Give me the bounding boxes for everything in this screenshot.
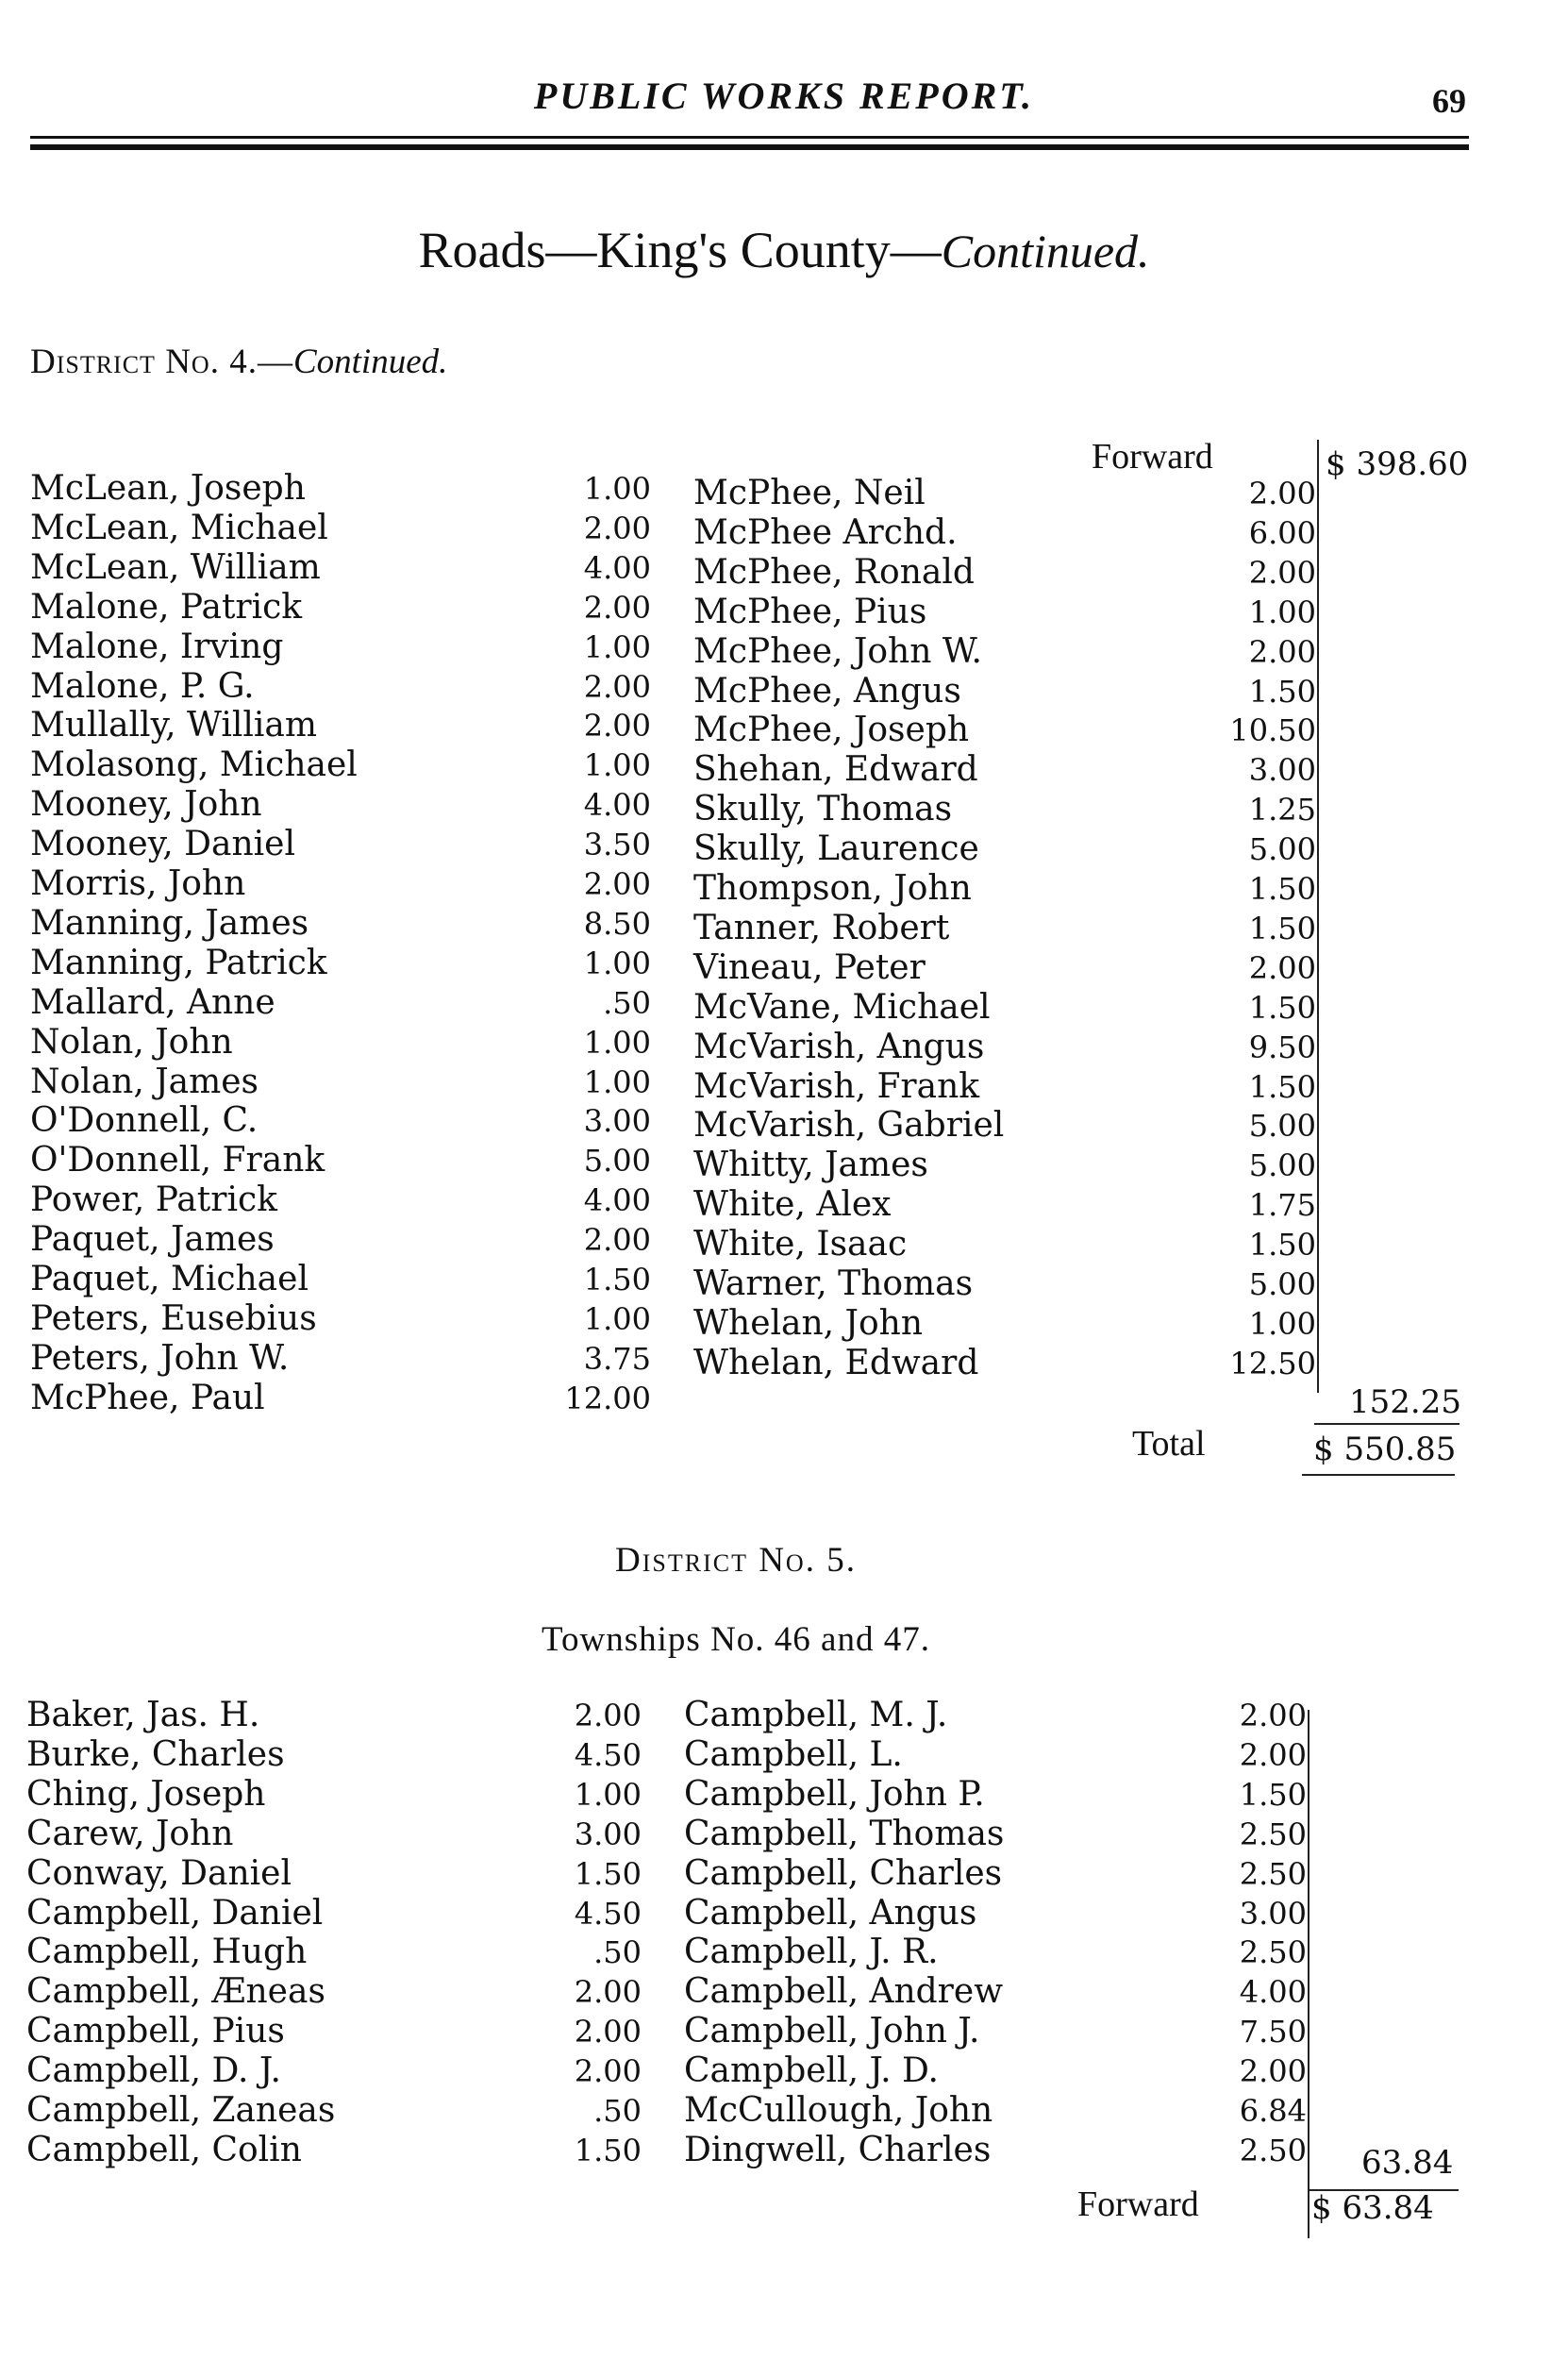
entry-name: Power, Patrick bbox=[30, 1180, 277, 1220]
entry-name: Campbell, J. R. bbox=[684, 1933, 939, 1972]
list-item bbox=[693, 1225, 1316, 1264]
list-item bbox=[30, 1063, 653, 1102]
list-item bbox=[30, 785, 653, 825]
entry-amount: 1.50 bbox=[1248, 1068, 1316, 1105]
list-item bbox=[26, 1854, 649, 1894]
entry-name: Warner, Thomas bbox=[693, 1264, 974, 1303]
entry-amount: 5.00 bbox=[1248, 1266, 1316, 1302]
district-4-total-label: Total bbox=[1132, 1424, 1206, 1464]
list-item bbox=[26, 2012, 649, 2051]
entry-amount: 4.00 bbox=[583, 787, 651, 824]
district-5-forward-label: Forward bbox=[1077, 2184, 1199, 2224]
list-item bbox=[684, 1933, 1307, 1972]
district-4-total-rule bbox=[1302, 1474, 1455, 1476]
entry-amount: 8.50 bbox=[583, 905, 651, 942]
list-item bbox=[26, 2091, 649, 2131]
list-item bbox=[30, 944, 653, 983]
entry-amount: 4.50 bbox=[574, 1736, 642, 1773]
entry-name: O'Donnell, Frank bbox=[30, 1141, 325, 1180]
list-item bbox=[30, 469, 653, 509]
list-item bbox=[30, 588, 653, 628]
list-item bbox=[30, 1141, 653, 1180]
entry-amount: 1.25 bbox=[1248, 792, 1316, 829]
district-4-heading-label: District No. 4.— bbox=[30, 343, 293, 381]
entry-name: Campbell, Andrew bbox=[684, 1972, 1004, 2012]
entry-name: McPhee, Joseph bbox=[693, 711, 970, 750]
entry-name: Campbell, D. J. bbox=[26, 2051, 281, 2091]
entry-amount: .50 bbox=[593, 1934, 642, 1971]
entry-name: McPhee, Angus bbox=[693, 671, 961, 711]
entry-name: Tanner, Robert bbox=[693, 908, 950, 947]
list-item bbox=[693, 909, 1316, 948]
list-item bbox=[30, 548, 653, 588]
district-5-subtotal: 63.84 bbox=[1361, 2144, 1454, 2182]
entry-name: Mooney, John bbox=[30, 785, 262, 825]
entry-amount: 2.00 bbox=[574, 1974, 642, 2011]
list-item bbox=[684, 2131, 1307, 2170]
entry-amount: 1.00 bbox=[1248, 1305, 1316, 1342]
list-item bbox=[693, 790, 1316, 829]
entry-name: McPhee, John W. bbox=[693, 631, 982, 671]
list-item bbox=[30, 745, 653, 785]
entry-amount: 1.00 bbox=[583, 628, 651, 665]
entry-amount: 3.50 bbox=[583, 827, 651, 863]
entry-name: McVane, Michael bbox=[693, 987, 991, 1027]
entry-name: Mullally, William bbox=[30, 706, 318, 745]
district-4-amount-rule bbox=[1317, 440, 1319, 1393]
entry-name: McLean, William bbox=[30, 547, 321, 587]
list-item bbox=[693, 1028, 1316, 1067]
entry-amount: 2.00 bbox=[583, 1222, 651, 1259]
district-4-subtotal-rule bbox=[1314, 1423, 1460, 1425]
list-item bbox=[684, 1775, 1307, 1815]
list-item bbox=[26, 1815, 649, 1854]
entry-name: Malone, P. G. bbox=[30, 666, 255, 706]
entry-name: Whelan, John bbox=[693, 1303, 924, 1343]
list-item bbox=[693, 829, 1316, 869]
entry-amount: 2.00 bbox=[583, 668, 651, 705]
running-header-title: PUBLIC WORKS REPORT. bbox=[533, 75, 1035, 117]
district-5-heading bbox=[0, 1540, 1472, 1581]
entry-amount: 5.00 bbox=[1248, 1108, 1316, 1145]
entry-name: McLean, Joseph bbox=[30, 469, 306, 508]
header-rule-top bbox=[30, 136, 1469, 139]
entry-amount: 12.50 bbox=[1229, 1345, 1316, 1381]
entry-amount: 10.50 bbox=[1229, 712, 1316, 749]
entry-amount: 1.50 bbox=[1239, 1776, 1307, 1813]
list-item bbox=[30, 904, 653, 944]
entry-amount: 2.00 bbox=[583, 510, 651, 546]
district-4-heading-continued: Continued. bbox=[292, 343, 448, 381]
entry-amount: 5.00 bbox=[1248, 1147, 1316, 1184]
entry-amount: 1.00 bbox=[583, 1063, 651, 1100]
list-item bbox=[30, 825, 653, 864]
entry-amount: 7.50 bbox=[1239, 2014, 1307, 2050]
entry-amount: 2.00 bbox=[574, 1698, 642, 1733]
entry-amount: 1.00 bbox=[583, 1300, 651, 1337]
list-item bbox=[30, 1220, 653, 1260]
list-item bbox=[693, 1344, 1316, 1383]
entry-amount: 1.50 bbox=[583, 1262, 651, 1297]
list-item bbox=[693, 1264, 1316, 1304]
list-item bbox=[693, 1146, 1316, 1185]
list-item bbox=[30, 1379, 653, 1418]
entry-amount: 2.00 bbox=[1248, 476, 1316, 511]
entry-name: Peters, John W. bbox=[30, 1338, 290, 1378]
entry-name: Campbell, Colin bbox=[26, 2130, 302, 2169]
entry-amount: 6.84 bbox=[1239, 2093, 1307, 2129]
entry-amount: 1.50 bbox=[1248, 1227, 1316, 1264]
entry-name: Campbell, L. bbox=[684, 1734, 903, 1774]
entry-amount: 2.50 bbox=[1239, 1934, 1307, 1971]
list-item bbox=[693, 593, 1316, 632]
list-item bbox=[30, 706, 653, 745]
entry-amount: 5.00 bbox=[583, 1143, 651, 1180]
entry-amount: 2.00 bbox=[1239, 2053, 1307, 2090]
entry-amount: 6.00 bbox=[1248, 514, 1316, 551]
entry-name: McVarish, Angus bbox=[693, 1027, 985, 1066]
entry-amount: 3.00 bbox=[583, 1103, 651, 1140]
entry-amount: 2.00 bbox=[1248, 633, 1316, 670]
list-item bbox=[684, 2091, 1307, 2131]
list-item bbox=[693, 632, 1316, 672]
list-item bbox=[26, 2051, 649, 2091]
entry-name: Skully, Laurence bbox=[693, 829, 979, 869]
entry-amount: 1.00 bbox=[583, 945, 651, 981]
entry-amount: 3.00 bbox=[574, 1816, 642, 1852]
entry-amount: 1.75 bbox=[1248, 1187, 1316, 1224]
list-item bbox=[693, 988, 1316, 1028]
entry-amount: 3.00 bbox=[1248, 752, 1316, 789]
list-item bbox=[30, 509, 653, 548]
entry-name: McPhee, Ronald bbox=[693, 552, 975, 592]
list-item bbox=[693, 750, 1316, 790]
entry-name: Nolan, John bbox=[30, 1022, 233, 1062]
list-item bbox=[693, 553, 1316, 593]
entry-amount: 1.50 bbox=[574, 1855, 642, 1892]
entry-amount: 12.00 bbox=[564, 1380, 651, 1416]
entry-name: Peters, Eusebius bbox=[30, 1298, 317, 1338]
entry-amount: .50 bbox=[603, 984, 651, 1021]
list-item bbox=[693, 672, 1316, 711]
entry-name: McLean, Michael bbox=[30, 508, 328, 547]
list-item bbox=[684, 1735, 1307, 1775]
entry-amount: 2.00 bbox=[583, 708, 651, 745]
entry-name: Campbell, M. J. bbox=[684, 1696, 948, 1734]
list-item bbox=[693, 1304, 1316, 1344]
list-item bbox=[693, 711, 1316, 750]
entry-name: McVarish, Gabriel bbox=[693, 1106, 1005, 1146]
entry-amount: 1.00 bbox=[583, 747, 651, 784]
entry-name: McPhee Archd. bbox=[693, 512, 958, 552]
entry-amount: 2.00 bbox=[583, 589, 651, 626]
entry-amount: 2.50 bbox=[1239, 1816, 1307, 1852]
entry-amount: 1.00 bbox=[1248, 594, 1316, 630]
district-5-subheading: Townships No. 46 and 47. bbox=[542, 1620, 930, 1659]
entry-name: Thompson, John bbox=[693, 869, 972, 908]
list-item bbox=[30, 667, 653, 707]
entry-name: Skully, Thomas bbox=[693, 790, 953, 829]
entry-amount: 3.00 bbox=[1239, 1895, 1307, 1932]
entry-amount: 4.00 bbox=[583, 1182, 651, 1219]
list-item bbox=[684, 1854, 1307, 1894]
list-item bbox=[684, 1696, 1307, 1735]
list-item bbox=[30, 983, 653, 1023]
entry-amount: 1.50 bbox=[1248, 871, 1316, 907]
entry-name: McPhee, Paul bbox=[30, 1378, 265, 1417]
entry-name: Ching, Joseph bbox=[26, 1774, 266, 1814]
list-item bbox=[26, 1696, 649, 1735]
entry-amount: 2.00 bbox=[574, 2014, 642, 2050]
entry-name: Campbell, John P. bbox=[684, 1774, 985, 1814]
list-item bbox=[26, 1735, 649, 1775]
list-item bbox=[30, 1260, 653, 1299]
entry-amount: 4.00 bbox=[583, 549, 651, 586]
entry-amount: 2.00 bbox=[1239, 1698, 1307, 1733]
entry-name: Baker, Jas. H. bbox=[26, 1696, 260, 1734]
entry-amount: 1.00 bbox=[583, 1024, 651, 1061]
entry-name: White, Isaac bbox=[693, 1225, 908, 1264]
list-item bbox=[684, 2051, 1307, 2091]
entry-name: McVarish, Frank bbox=[693, 1066, 980, 1106]
entry-name: Mooney, Daniel bbox=[30, 825, 295, 864]
entry-name: Molasong, Michael bbox=[30, 745, 358, 785]
district-4-forward-label: Forward bbox=[1092, 437, 1213, 477]
entry-name: Shehan, Edward bbox=[693, 750, 978, 790]
entry-name: Dingwell, Charles bbox=[684, 2130, 992, 2169]
list-item bbox=[684, 2012, 1307, 2051]
list-item bbox=[26, 2131, 649, 2170]
entry-amount: 3.75 bbox=[583, 1340, 651, 1377]
entry-name: Campbell, Charles bbox=[684, 1853, 1003, 1893]
district-4-total-amount: $ 550.85 bbox=[1313, 1431, 1457, 1468]
list-item bbox=[684, 1972, 1307, 2012]
entry-name: Campbell, Hugh bbox=[26, 1933, 308, 1972]
entry-name: Paquet, James bbox=[30, 1220, 275, 1260]
entry-name: McCullough, John bbox=[684, 2091, 993, 2130]
entry-name: Whitty, James bbox=[693, 1146, 928, 1185]
list-item bbox=[26, 1933, 649, 1972]
list-item bbox=[693, 1106, 1316, 1146]
list-item bbox=[30, 1339, 653, 1379]
entry-amount: 5.00 bbox=[1248, 831, 1316, 868]
list-item bbox=[693, 1185, 1316, 1225]
entry-amount: .50 bbox=[593, 2093, 642, 2129]
header-rule-bottom bbox=[30, 144, 1469, 150]
entry-name: Manning, Patrick bbox=[30, 943, 327, 982]
entry-name: Malone, Irving bbox=[30, 627, 284, 666]
list-item bbox=[693, 869, 1316, 909]
entry-name: Manning, James bbox=[30, 903, 309, 943]
list-item bbox=[693, 1067, 1316, 1107]
entry-name: Campbell, Æneas bbox=[26, 1972, 325, 2012]
district-5-forward-amount: $ 63.84 bbox=[1311, 2189, 1434, 2227]
list-item bbox=[684, 1815, 1307, 1854]
list-item bbox=[26, 1972, 649, 2012]
entry-amount: 4.50 bbox=[574, 1895, 642, 1932]
entry-name: Morris, John bbox=[30, 864, 246, 903]
entry-amount: 2.00 bbox=[1248, 554, 1316, 591]
section-title-main: Roads—King's County— bbox=[418, 222, 942, 278]
list-item bbox=[684, 1894, 1307, 1933]
district-5-amount-rule bbox=[1308, 1710, 1309, 2199]
list-item bbox=[30, 864, 653, 904]
entry-amount: 4.00 bbox=[1239, 1974, 1307, 2011]
section-title bbox=[0, 221, 1568, 279]
entry-name: Conway, Daniel bbox=[26, 1853, 292, 1893]
list-item bbox=[30, 1023, 653, 1063]
entry-name: Campbell, Pius bbox=[26, 2012, 285, 2051]
entry-amount: 1.50 bbox=[1248, 989, 1316, 1026]
entry-name: Mallard, Anne bbox=[30, 982, 275, 1022]
entry-name: Carew, John bbox=[26, 1814, 234, 1853]
entry-name: Campbell, John J. bbox=[684, 2012, 980, 2051]
entry-amount: 1.50 bbox=[1248, 673, 1316, 710]
list-item bbox=[693, 513, 1316, 553]
entry-name: Malone, Patrick bbox=[30, 587, 303, 627]
district-5-forward-rule bbox=[1308, 2191, 1309, 2238]
entry-name: Burke, Charles bbox=[26, 1734, 285, 1774]
list-item bbox=[693, 474, 1316, 513]
entry-amount: 1.00 bbox=[583, 471, 651, 507]
list-item bbox=[30, 1299, 653, 1339]
entry-amount: 2.00 bbox=[583, 866, 651, 902]
district-4-forward-amount: $ 398.60 bbox=[1326, 445, 1469, 483]
entry-amount: 1.50 bbox=[1248, 910, 1316, 946]
entry-name: McPhee, Neil bbox=[693, 474, 926, 512]
list-item bbox=[26, 1894, 649, 1933]
entry-amount: 2.00 bbox=[1248, 949, 1316, 986]
entry-name: Paquet, Michael bbox=[30, 1260, 309, 1298]
list-item bbox=[30, 1101, 653, 1141]
entry-amount: 1.00 bbox=[574, 1776, 642, 1813]
entry-amount: 1.50 bbox=[574, 2132, 642, 2168]
district-4-heading bbox=[30, 342, 447, 382]
entry-name: O'Donnell, C. bbox=[30, 1101, 259, 1141]
entry-name: White, Alex bbox=[693, 1185, 892, 1225]
page-number: 69 bbox=[1432, 82, 1466, 120]
entry-name: Vineau, Peter bbox=[693, 947, 926, 987]
list-item bbox=[30, 1180, 653, 1220]
entry-amount: 2.50 bbox=[1239, 2132, 1307, 2168]
section-title-continued: Continued. bbox=[941, 225, 1150, 277]
entry-name: Campbell, Zaneas bbox=[26, 2091, 336, 2130]
list-item bbox=[30, 628, 653, 667]
entry-name: Campbell, Angus bbox=[684, 1893, 977, 1933]
list-item bbox=[693, 948, 1316, 988]
entry-name: Nolan, James bbox=[30, 1062, 259, 1101]
entry-name: Whelan, Edward bbox=[693, 1343, 979, 1382]
entry-amount: 2.00 bbox=[574, 2053, 642, 2090]
entry-amount: 2.50 bbox=[1239, 1855, 1307, 1892]
district-4-subtotal: 152.25 bbox=[1349, 1383, 1461, 1421]
entry-amount: 2.00 bbox=[1239, 1736, 1307, 1773]
entry-name: Campbell, Daniel bbox=[26, 1893, 324, 1933]
entry-amount: 9.50 bbox=[1248, 1029, 1316, 1065]
district-5-heading-label: District No. 5. bbox=[615, 1541, 857, 1580]
entry-name: Campbell, Thomas bbox=[684, 1814, 1005, 1853]
entry-name: Campbell, J. D. bbox=[684, 2051, 939, 2091]
entry-name: McPhee, Pius bbox=[693, 592, 927, 631]
list-item bbox=[26, 1775, 649, 1815]
